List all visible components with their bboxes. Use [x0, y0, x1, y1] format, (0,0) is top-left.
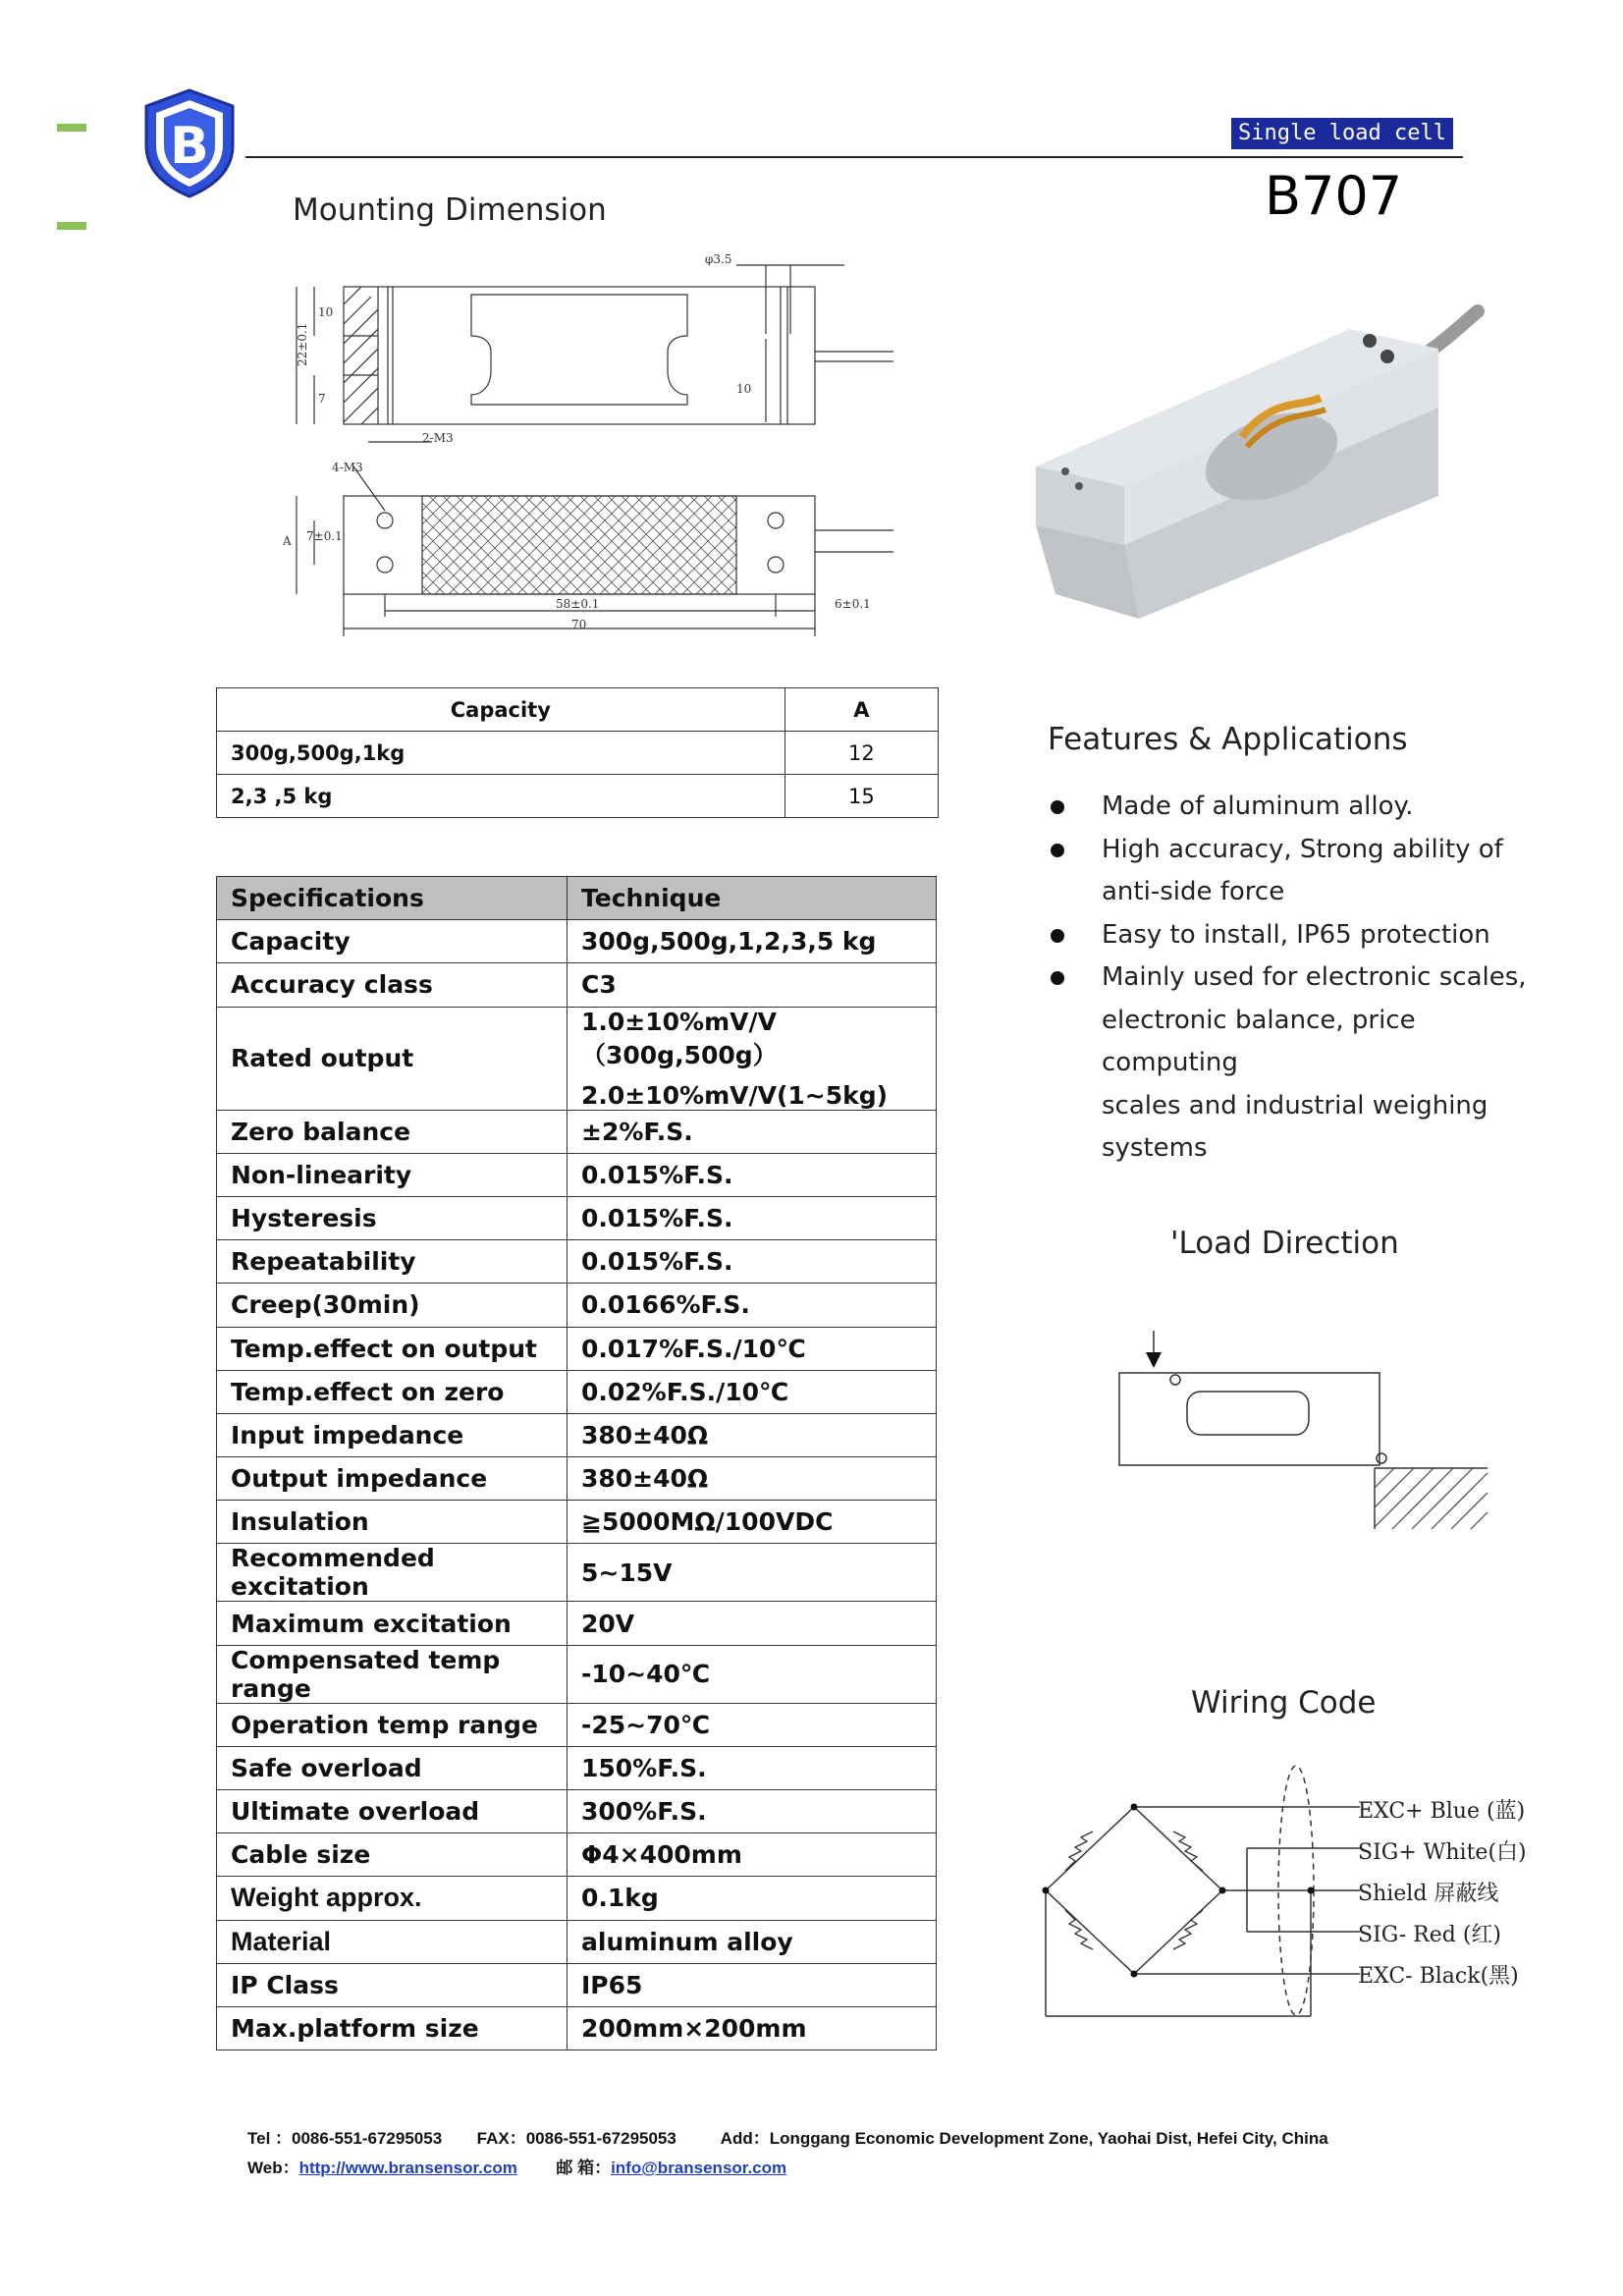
feature-item: [1046, 957, 1556, 1171]
brand-logo: [142, 88, 237, 198]
spec-value: aluminum alloy: [568, 1920, 937, 1963]
spec-label: Max.platform size: [217, 2006, 568, 2050]
spec-label: Recommended excitation: [217, 1544, 568, 1602]
a-cell: 12: [784, 732, 938, 775]
feature-item: [1046, 914, 1556, 957]
feature-text: electronic balance, price computing: [1102, 1005, 1416, 1077]
feature-text: scales and industrial weighing: [1102, 1090, 1488, 1121]
dim-10-left: 10: [318, 305, 334, 319]
feature-text: Made of aluminum alloy.: [1102, 792, 1414, 821]
dim-70: 70: [571, 618, 587, 631]
spec-label: Safe overload: [217, 1746, 568, 1789]
spec-label: Creep(30min): [217, 1284, 568, 1327]
product-type-tag: Single load cell: [1231, 118, 1453, 149]
rated-output-line2: 2.0±10%mV/V(1~5kg): [581, 1080, 889, 1110]
email-link[interactable]: info@bransensor.com: [611, 2159, 787, 2177]
spec-value: ±2%F.S.: [568, 1110, 937, 1153]
spec-label: IP Class: [217, 1963, 568, 2006]
dim-2-m3: 2-M3: [422, 431, 454, 445]
spec-label: Capacity: [217, 920, 568, 963]
spec-value: 200mm×200mm: [568, 2006, 937, 2050]
capacity-cell: 300g,500g,1kg: [217, 732, 785, 775]
dim-a: A: [283, 534, 292, 548]
spec-label: Cable size: [217, 1833, 568, 1877]
footer-tel: Tel ：0086-551-67295053: [247, 2129, 443, 2148]
bullet-icon: [1051, 971, 1064, 985]
capacity-header: Capacity: [217, 688, 785, 732]
header-rule: [245, 156, 1463, 158]
spec-value: -25~70℃: [568, 1703, 937, 1746]
bullet-icon: [1051, 844, 1064, 857]
feature-item: [1046, 829, 1556, 914]
spec-label: Compensated temp range: [217, 1645, 568, 1703]
dim-4-m3: 4-M3: [332, 461, 363, 474]
capacity-table: [216, 687, 939, 818]
feature-text: Easy to install, IP65 protection: [1102, 919, 1490, 950]
capacity-cell: 2,3 ,5 kg: [217, 775, 785, 818]
rated-output-line1: 1.0±10%mV/V（300g,500g）: [581, 1007, 778, 1069]
wire-sig-minus: SIG- Red (红): [1358, 1923, 1501, 1947]
wire-exc-plus: EXC+ Blue (蓝): [1358, 1799, 1526, 1824]
footer-fax: FAX：0086-551-67295053: [476, 2129, 676, 2148]
load-direction-title: 'Load Direction: [1170, 1226, 1399, 1261]
features-title: Features & Applications: [1048, 722, 1408, 757]
dim-7: 7: [318, 392, 326, 406]
spec-header: Specifications: [217, 877, 568, 920]
wire-exc-minus: EXC- Black(黑): [1358, 1964, 1519, 1989]
spec-label: Temp.effect on output: [217, 1327, 568, 1370]
spec-label: Material: [217, 1920, 568, 1963]
spec-value: -10~40℃: [568, 1645, 937, 1703]
spec-label: Non-linearity: [217, 1153, 568, 1196]
bullet-icon: [1051, 800, 1064, 814]
spec-value: 0.015%F.S.: [568, 1196, 937, 1239]
dim-10-right: 10: [736, 382, 752, 396]
spec-label: Ultimate overload: [217, 1790, 568, 1833]
footer-web-line: [247, 2154, 786, 2178]
footer-address: Add：Longgang Economic Development Zone, Yaohai Dist, Hefei City, China: [720, 2129, 1328, 2148]
dim-6: 6±0.1: [835, 597, 871, 611]
spec-label: Zero balance: [217, 1110, 568, 1153]
dim-58: 58±0.1: [556, 597, 600, 611]
a-header: A: [784, 688, 938, 732]
footer-contact-line: [247, 2124, 1328, 2149]
accent-dash-top: [57, 124, 86, 132]
spec-value: 0.015%F.S.: [568, 1153, 937, 1196]
feature-text: Mainly used for electronic scales,: [1102, 962, 1527, 992]
spec-label: Hysteresis: [217, 1196, 568, 1239]
feature-item: [1046, 786, 1556, 829]
wiring-diagram: [1036, 1763, 1360, 2028]
spec-value: 380±40Ω: [568, 1457, 937, 1501]
spec-value: 0.1kg: [568, 1877, 937, 1920]
spec-label: Weight approx.: [217, 1877, 568, 1920]
wire-shield: Shield 屏蔽线: [1358, 1882, 1499, 1906]
feature-text: anti-side force: [1102, 877, 1285, 906]
spec-value: [568, 1007, 937, 1110]
model-number: B707: [1265, 165, 1403, 227]
logo-letter: B: [170, 117, 209, 176]
spec-label: Rated output: [217, 1007, 568, 1110]
spec-value: 0.02%F.S./10℃: [568, 1370, 937, 1413]
spec-value: 5~15V: [568, 1544, 937, 1602]
mounting-dimension-title: Mounting Dimension: [293, 192, 607, 228]
spec-value: 0.0166%F.S.: [568, 1284, 937, 1327]
footer-mail-label: 邮 箱：: [556, 2159, 612, 2177]
dim-22: 22±0.1: [296, 322, 309, 366]
load-direction-diagram: [1114, 1321, 1492, 1532]
spec-value: IP65: [568, 1963, 937, 2006]
spec-label: Input impedance: [217, 1413, 568, 1456]
a-cell: 15: [784, 775, 938, 818]
feature-text: systems: [1102, 1133, 1208, 1163]
spec-label: Repeatability: [217, 1240, 568, 1284]
footer-web-label: Web：: [247, 2159, 299, 2177]
spec-label: Temp.effect on zero: [217, 1370, 568, 1413]
spec-value: ≧5000MΩ/100VDC: [568, 1501, 937, 1544]
website-link[interactable]: http://www.bransensor.com: [298, 2159, 517, 2177]
features-list: [1046, 786, 1556, 1171]
spec-label: Accuracy class: [217, 963, 568, 1007]
spec-value: 300g,500g,1,2,3,5 kg: [568, 920, 937, 963]
spec-value: 150%F.S.: [568, 1746, 937, 1789]
spec-value: 0.017%F.S./10℃: [568, 1327, 937, 1370]
spec-label: Output impedance: [217, 1457, 568, 1501]
spec-label: Operation temp range: [217, 1703, 568, 1746]
dim-7b: 7±0.1: [306, 529, 343, 543]
accent-dash-bottom: [57, 222, 86, 230]
product-photo: [1026, 300, 1488, 638]
wiring-code-title: Wiring Code: [1191, 1685, 1377, 1721]
mounting-drawing: [275, 246, 923, 648]
dim-hole-dia: φ3.5: [705, 252, 732, 266]
technique-header: Technique: [568, 877, 937, 920]
feature-text: High accuracy, Strong ability of: [1102, 834, 1503, 864]
spec-value: Φ4×400mm: [568, 1833, 937, 1877]
spec-label: Insulation: [217, 1501, 568, 1544]
spec-value: 380±40Ω: [568, 1413, 937, 1456]
spec-value: 300%F.S.: [568, 1790, 937, 1833]
spec-label: Maximum excitation: [217, 1602, 568, 1645]
bullet-icon: [1051, 929, 1064, 943]
spec-value: 0.015%F.S.: [568, 1240, 937, 1284]
spec-value: C3: [568, 963, 937, 1007]
spec-value: 20V: [568, 1602, 937, 1645]
specifications-table: [216, 876, 937, 2050]
wire-sig-plus: SIG+ White(白): [1358, 1840, 1527, 1865]
